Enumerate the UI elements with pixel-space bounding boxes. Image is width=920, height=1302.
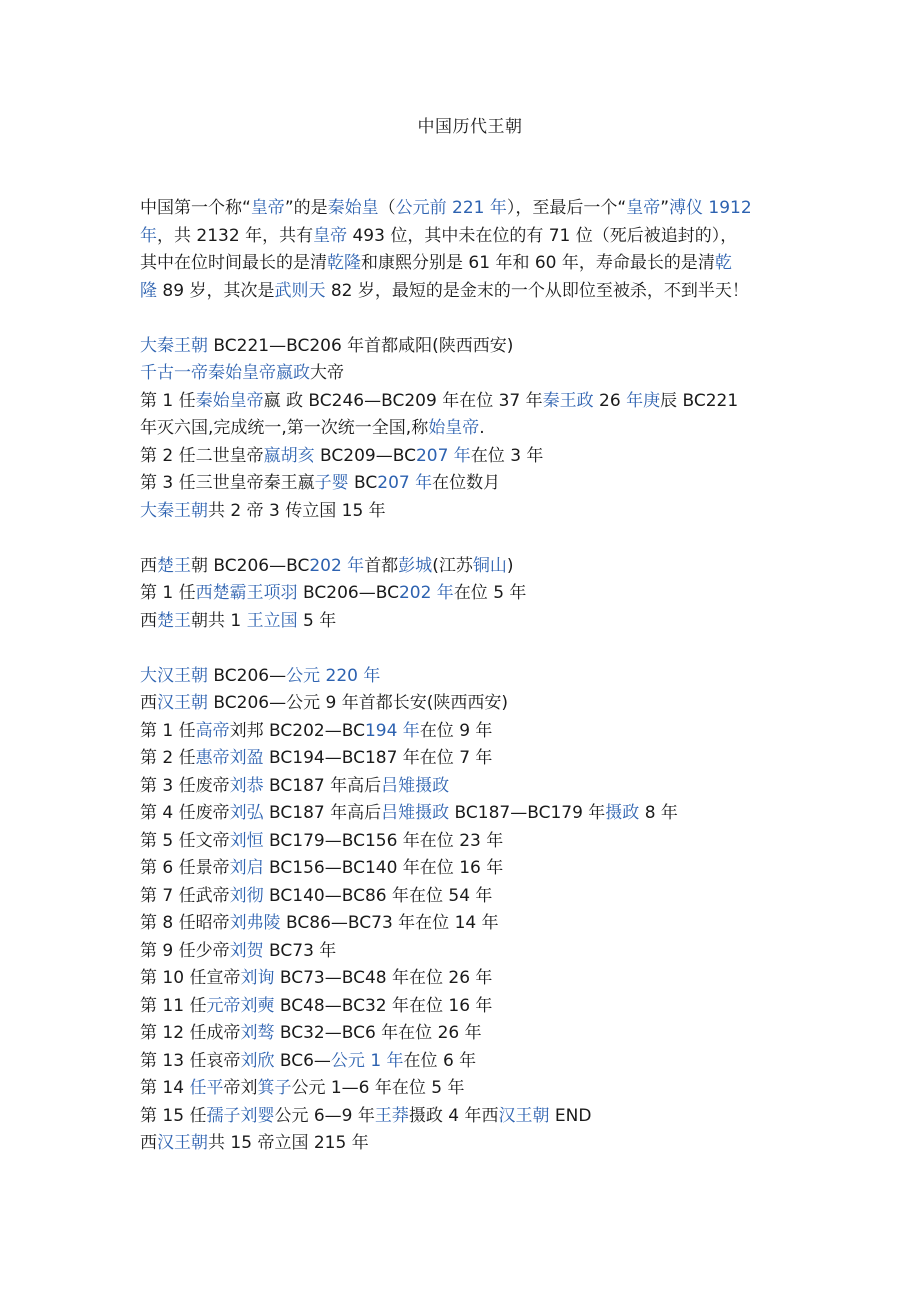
text-segment: BC206— [208, 665, 287, 686]
hyperlink[interactable]: 公元 1 年 [330, 1050, 404, 1071]
text-segment: BC156—BC140 年在位 16 年 [263, 858, 504, 878]
text-segment: ”的是 [284, 198, 328, 218]
text-segment: BC [348, 473, 378, 493]
hyperlink[interactable]: 千古一帝 [140, 363, 208, 383]
text-segment: BC221—BC206 年首都咸阳(陕西西安) [208, 335, 514, 356]
hyperlink[interactable]: 王立国 [246, 610, 298, 631]
hyperlink[interactable]: 刘恭 [229, 775, 264, 796]
text-segment: ) [506, 555, 514, 576]
hyperlink[interactable]: 汉王朝 [498, 1105, 550, 1126]
hyperlink[interactable]: 武则天 [274, 280, 326, 301]
text-segment: BC86—BC73 年在位 14 年 [280, 913, 499, 933]
text-segment: BC187—BC179 年 [449, 803, 606, 823]
hyperlink[interactable]: 秦始皇 [327, 198, 379, 218]
text-line [140, 1130, 800, 1158]
hyperlink[interactable]: 公元前 221 年 [395, 198, 507, 218]
text-segment: 大帝 [310, 363, 344, 383]
text-segment: 西 [140, 555, 157, 576]
text-line [140, 855, 800, 883]
text-line [140, 333, 800, 361]
text-segment: 摄政 4 年西 [408, 1105, 499, 1126]
hyperlink[interactable]: 刘欣 [240, 1050, 275, 1071]
text-segment: 公元 1—6 年在位 5 年 [291, 1078, 465, 1098]
text-line [140, 1048, 800, 1076]
text-line [140, 223, 800, 251]
hyperlink[interactable]: 嬴胡亥 [263, 445, 315, 466]
text-segment: 辰 BC221 [660, 390, 739, 411]
text-segment: ” [660, 198, 670, 218]
text-segment: END [549, 1105, 592, 1126]
text-segment: 嬴 政 BC246—BC209 年在位 37 年 [263, 390, 543, 411]
text-segment: 第 2 任二世皇帝 [140, 445, 264, 466]
hyperlink[interactable]: 彭城 [398, 555, 433, 576]
hyperlink[interactable]: 刘恒 [229, 830, 264, 851]
hyperlink[interactable]: 楚王 [157, 610, 191, 631]
dynasty-section-han [140, 663, 800, 1158]
text-segment: (江苏 [432, 555, 473, 576]
hyperlink[interactable]: 秦始皇帝 [208, 363, 276, 383]
text-line [140, 965, 800, 993]
hyperlink[interactable]: 惠帝刘盈 [195, 748, 264, 768]
text-segment: 和康熙分别是 61 年和 60 年，寿命最长的是清 [361, 253, 715, 273]
text-segment: 在位 3 年 [470, 445, 544, 466]
text-segment: 共 2 帝 3 传立国 15 年 [208, 500, 386, 521]
hyperlink[interactable]: 汉王朝 [157, 1133, 208, 1153]
text-segment: BC140—BC86 年在位 54 年 [263, 885, 493, 906]
text-segment: BC187 年高后 [263, 775, 382, 796]
text-segment: 在位 9 年 [419, 720, 493, 741]
text-line [140, 938, 800, 966]
hyperlink[interactable]: 西楚霸王项羽 [195, 583, 298, 603]
text-segment: 493 位，其中未在位的有 71 位（死后被追封的）， [347, 225, 738, 246]
text-segment: 第 13 任哀帝 [140, 1050, 241, 1071]
text-segment: 第 1 任 [140, 720, 196, 741]
hyperlink[interactable]: 207 年 [377, 473, 433, 493]
hyperlink[interactable]: 溥仪 [669, 198, 704, 218]
hyperlink[interactable]: 高帝 [195, 720, 230, 741]
text-segment: 中国第一个称“ [140, 198, 251, 218]
text-segment: BC73—BC48 年在位 26 年 [274, 968, 493, 988]
hyperlink[interactable]: 吕雉摄政 [381, 775, 450, 796]
dynasty-section-xichu [140, 553, 800, 636]
hyperlink[interactable]: 刘弘 [229, 803, 264, 823]
text-segment: 第 9 任少帝 [140, 940, 230, 961]
hyperlink[interactable]: 大汉王朝 [140, 665, 208, 686]
text-segment: 第 11 任 [140, 995, 207, 1016]
hyperlink[interactable]: 铜山 [472, 555, 507, 576]
document-page [140, 112, 800, 1185]
text-line [140, 718, 800, 746]
hyperlink[interactable]: 皇帝 [250, 198, 285, 218]
text-segment: 其中在位时间最长的是清 [140, 253, 327, 273]
text-segment: 在位 6 年 [403, 1050, 477, 1071]
text-segment: 第 6 任景帝 [140, 858, 230, 878]
text-segment: BC206—BC [297, 583, 399, 603]
text-segment: BC194—BC187 年在位 7 年 [263, 748, 493, 768]
hyperlink[interactable]: 刘彻 [229, 885, 264, 906]
text-line [140, 993, 800, 1021]
text-segment: 首都 [364, 555, 399, 576]
text-segment: 共 15 帝立国 215 年 [208, 1133, 369, 1153]
text-segment: 帝刘 [223, 1078, 258, 1098]
hyperlink[interactable]: 秦王政 [542, 390, 594, 411]
text-segment: . [479, 418, 485, 438]
hyperlink[interactable]: 乾 [714, 253, 732, 273]
text-line [140, 663, 800, 691]
text-segment: 西 [140, 610, 157, 631]
text-segment: 第 14 [140, 1078, 190, 1098]
text-line [140, 910, 800, 938]
hyperlink[interactable]: 1912 [708, 198, 752, 218]
text-segment: 第 3 任废帝 [140, 775, 230, 796]
text-segment: 在位数月 [432, 473, 501, 493]
text-segment: 82 岁，最短的是金末的一个从即位至被杀，不到半天！ [325, 280, 749, 301]
hyperlink[interactable]: 刘骜 [240, 1023, 275, 1043]
text-segment: 第 1 任 [140, 390, 196, 411]
text-line [140, 690, 800, 718]
text-segment: BC32—BC6 年在位 26 年 [274, 1023, 482, 1043]
text-line [140, 250, 800, 278]
hyperlink[interactable]: 隆 [140, 280, 157, 301]
text-segment: （ [378, 198, 396, 218]
text-segment: BC206—公元 9 年首都长安(陕西西安) [208, 693, 508, 713]
text-line [140, 1075, 800, 1103]
text-segment: ），至最后一个“ [506, 198, 627, 218]
text-line [140, 828, 800, 856]
hyperlink[interactable]: 任平 [189, 1078, 224, 1098]
text-segment: 在位 5 年 [453, 583, 527, 603]
hyperlink[interactable]: 摄政 [605, 803, 640, 823]
text-segment: 第 1 任 [140, 583, 196, 603]
text-segment: 26 [593, 390, 627, 411]
text-segment: 第 5 任文帝 [140, 830, 230, 851]
intro-paragraph [140, 195, 800, 305]
hyperlink[interactable]: 乾隆 [327, 253, 361, 273]
text-segment: BC179—BC156 年在位 23 年 [263, 830, 504, 851]
hyperlink[interactable]: 刘启 [229, 858, 264, 878]
text-line [140, 773, 800, 801]
hyperlink[interactable]: 年 [140, 225, 157, 246]
hyperlink[interactable]: 刘弗陵 [229, 913, 281, 933]
text-line [140, 388, 800, 416]
hyperlink[interactable]: 202 年 [309, 555, 365, 576]
text-line [140, 360, 800, 388]
hyperlink[interactable]: 202 年 [398, 583, 454, 603]
text-segment: 朝 BC206—BC [191, 555, 310, 576]
dynasty-section-qin [140, 333, 800, 526]
text-line [140, 278, 800, 306]
hyperlink[interactable]: 刘贺 [229, 940, 264, 961]
text-segment: ，共 2132 年，共有 [157, 225, 314, 246]
text-line [140, 470, 800, 498]
document-title: 中国历代王朝 [417, 117, 523, 137]
text-line [140, 800, 800, 828]
text-line [140, 1020, 800, 1048]
hyperlink[interactable]: 子婴 [314, 473, 349, 493]
hyperlink[interactable]: 元帝刘奭 [206, 995, 275, 1016]
text-line [140, 608, 800, 636]
hyperlink[interactable]: 皇帝 [626, 198, 661, 218]
hyperlink[interactable]: 年庚 [626, 390, 661, 411]
text-segment: 公元 6—9 年 [274, 1105, 375, 1126]
text-segment: 8 年 [639, 803, 678, 823]
text-line [140, 195, 800, 223]
text-line [140, 883, 800, 911]
text-segment: 刘邦 BC202—BC [229, 720, 365, 741]
text-segment: 第 12 任成帝 [140, 1023, 241, 1043]
text-line [140, 1103, 800, 1131]
hyperlink[interactable]: 汉王朝 [157, 693, 208, 713]
text-segment: BC209—BC [314, 445, 416, 466]
text-segment: BC73 年 [263, 940, 337, 961]
text-segment: 第 4 任废帝 [140, 803, 230, 823]
text-line [140, 745, 800, 773]
text-segment: 西 [140, 1133, 157, 1153]
hyperlink[interactable]: 207 年 [415, 445, 471, 466]
hyperlink[interactable]: 王莽 [374, 1105, 409, 1126]
text-segment: 第 7 任武帝 [140, 885, 230, 906]
text-segment: 89 岁，其次是 [157, 280, 275, 301]
text-segment: 第 8 任昭帝 [140, 913, 230, 933]
text-segment: 年灭六国,完成统一,第一次统一全国,称 [140, 418, 429, 438]
text-segment: 第 2 任 [140, 748, 196, 768]
text-segment: 第 10 任宣帝 [140, 968, 241, 988]
hyperlink[interactable]: 大秦王朝 [140, 335, 208, 356]
hyperlink[interactable]: 始皇帝 [428, 418, 480, 438]
hyperlink[interactable]: 公元 220 年 [286, 665, 381, 686]
hyperlink[interactable]: 皇帝 [313, 225, 348, 246]
hyperlink[interactable]: 孺子刘婴 [206, 1105, 275, 1126]
text-line [140, 498, 800, 526]
hyperlink[interactable]: 大秦王朝 [140, 500, 208, 521]
text-segment: 5 年 [297, 610, 337, 631]
text-segment: BC187 年高后 [263, 803, 382, 823]
text-line [140, 580, 800, 608]
text-segment: 朝共 1 [191, 610, 247, 631]
sections-container [140, 333, 800, 1158]
text-segment: 第 15 任 [140, 1105, 207, 1126]
text-segment: 西 [140, 693, 157, 713]
text-line [140, 415, 800, 443]
hyperlink[interactable]: 194 年 [364, 720, 420, 741]
hyperlink[interactable]: 秦始皇帝 [195, 390, 264, 411]
hyperlink[interactable]: 刘询 [240, 968, 275, 988]
text-segment: BC48—BC32 年在位 16 年 [274, 995, 493, 1016]
hyperlink[interactable]: 嬴政 [276, 363, 310, 383]
hyperlink[interactable]: 楚王 [157, 555, 191, 576]
hyperlink[interactable]: 吕雉摄政 [381, 803, 450, 823]
text-segment: 第 3 任三世皇帝秦王嬴 [140, 473, 315, 493]
hyperlink[interactable]: 箕子 [257, 1078, 292, 1098]
text-line [140, 553, 800, 581]
text-line [140, 443, 800, 471]
text-segment: BC6— [274, 1050, 331, 1071]
